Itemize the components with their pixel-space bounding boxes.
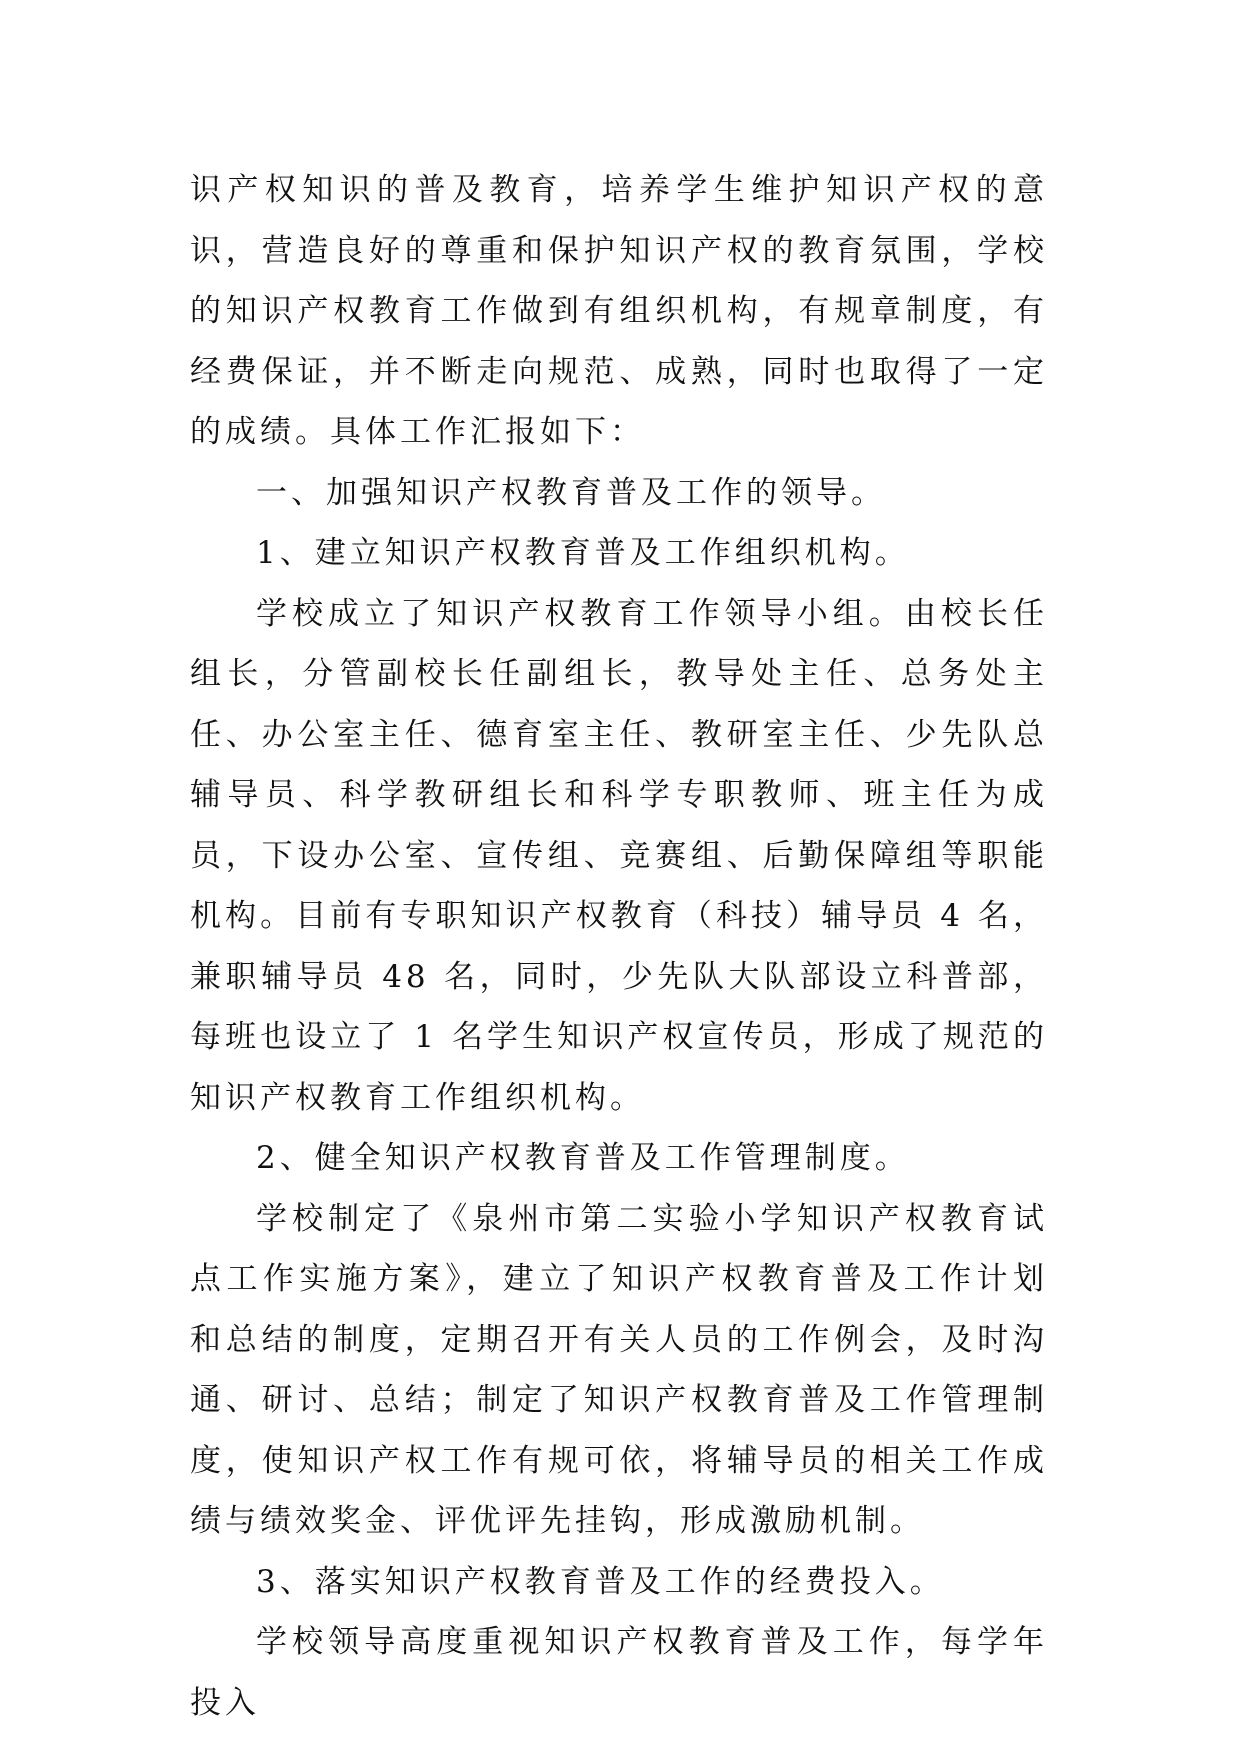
subsection-heading-2: 2、健全知识产权教育普及工作管理制度。 bbox=[256, 1140, 910, 1176]
section-heading-1: 一、加强知识产权教育普及工作的领导。 bbox=[256, 474, 886, 511]
subsection-heading-1: 1、建立知识产权教育普及工作组织机构。 bbox=[256, 535, 910, 571]
paragraph-organization: 学校成立了知识产权教育工作领导小组。由校长任组长，分管副校长任副组长，教导处主任、总务处主任、办公室主任、德育室主任、教研室主任、少先队总辅导员、科学教研组长和科学专职教师、班主任为成员，下设办公室、宣传组、竞赛组、后勤保障组等职能机构。目前有专职知识产权教育（科技）辅导员 4 名，兼职辅导员 48 名，同时，少先队大队部设立科普部，每班也设立了 1 名学生知识产权宣传员，形成了规范的知识产权教育工作组织机构。 bbox=[190, 595, 1048, 1116]
paragraph-management: 学校制定了《泉州市第二实验小学知识产权教育试点工作实施方案》，建立了知识产权教育普及工作计划和总结的制度，定期召开有关人员的工作例会，及时沟通、研讨、总结；制定了知识产权教育普及工作管理制度，使知识产权工作有规可依，将辅导员的相关工作成绩与绩效奖金、评优评先挂钩，形成激励机制。 bbox=[190, 1200, 1048, 1539]
paragraph-funding: 学校领导高度重视知识产权教育普及工作，每学年投入 bbox=[190, 1624, 1048, 1721]
subsection-heading-3: 3、落实知识产权教育普及工作的经费投入。 bbox=[256, 1563, 945, 1600]
document-body bbox=[190, 160, 1048, 1733]
paragraph-intro-continuation: 识产权知识的普及教育，培养学生维护知识产权的意识，营造良好的尊重和保护知识产权的教育氛围，学校的知识产权教育工作做到有组织机构，有规章制度，有经费保证，并不断走向规范、成熟，同时也取得了一定的成绩。具体工作汇报如下： bbox=[190, 172, 1048, 450]
